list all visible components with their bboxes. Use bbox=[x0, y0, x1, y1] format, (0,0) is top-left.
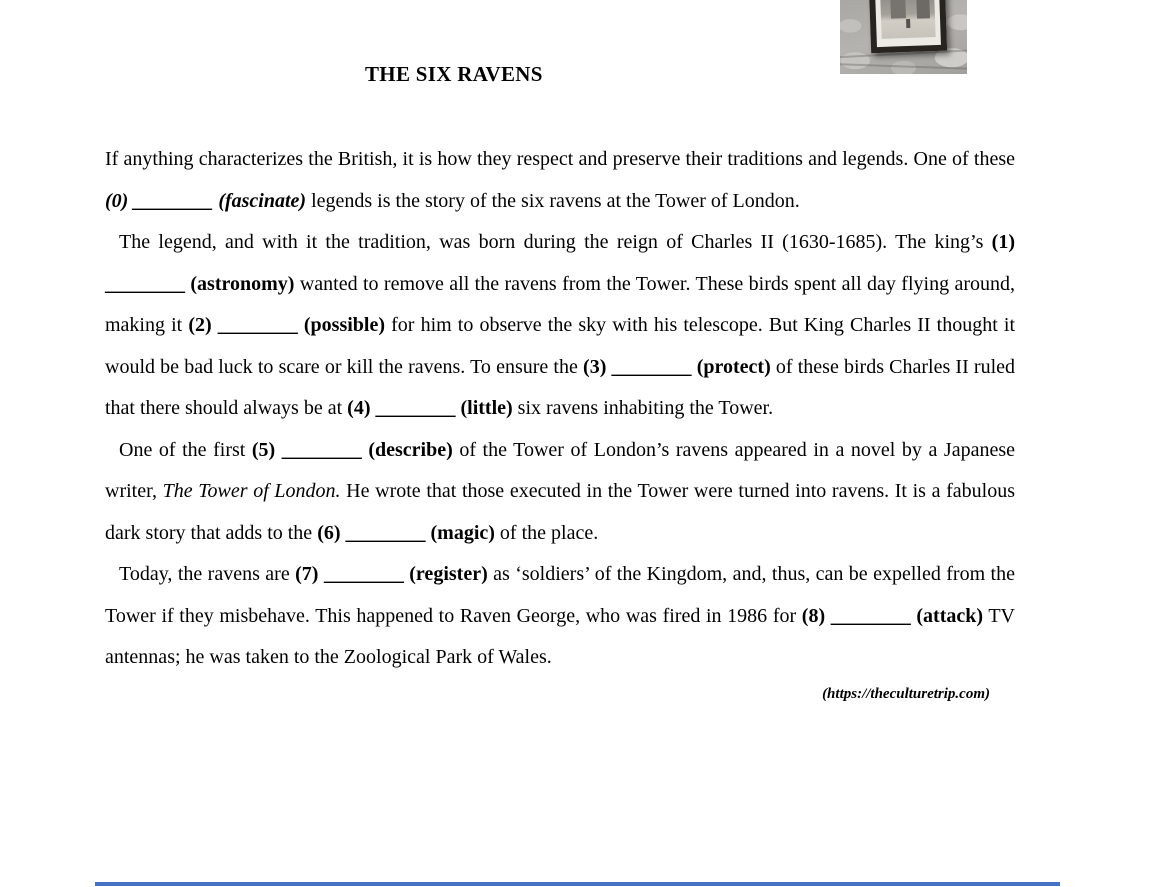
text-run: One of the first bbox=[119, 438, 252, 461]
text-run: TV antennas; he was taken to the Zoological Park of Wales. bbox=[105, 604, 1015, 668]
word-formation-gap: (2) ________ (possible) bbox=[188, 314, 386, 336]
word-formation-gap: (7) ________ (register) bbox=[295, 563, 488, 585]
paragraph bbox=[105, 430, 1015, 555]
artwork-figure-shape bbox=[906, 19, 910, 28]
text-run: legends is the story of the six ravens at the Tower of London. bbox=[306, 189, 800, 212]
document-title: THE SIX RAVENS bbox=[365, 62, 543, 86]
text-run: He wrote that those executed in the Tower were turned into ravens. It is a fabulous dark story that adds to the bbox=[105, 480, 1016, 544]
word-formation-gap: (6) ________ (magic) bbox=[317, 521, 495, 544]
text-run: six ravens inhabiting the Tower. bbox=[512, 397, 774, 419]
text-run: The legend, and with it the tradition, was born during the reign of Charles II (1630-1685). The king’s bbox=[119, 231, 992, 253]
word-formation-gap: (4) ________ (little) bbox=[347, 397, 513, 419]
word-formation-gap: (5) ________ (describe) bbox=[251, 438, 453, 461]
artwork-building-shape bbox=[890, 0, 906, 19]
exercise-text bbox=[105, 139, 1015, 709]
word-formation-gap: (3) ________ (protect) bbox=[583, 355, 771, 378]
paragraph-container bbox=[105, 139, 1015, 679]
text-run: Today, the ravens are bbox=[119, 563, 296, 585]
text-run: of the Tower of London’s ravens appeared in a novel by a Japanese writer, bbox=[105, 438, 1015, 502]
word-formation-gap: (0) ________ (fascinate) bbox=[105, 189, 307, 212]
picture-frame bbox=[869, 0, 947, 53]
paragraph bbox=[105, 139, 1015, 222]
text-run: If anything characterizes the British, it is how they respect and preserve their traditions and legends. One of these bbox=[105, 148, 1015, 170]
word-formation-gap: (8) ________ (attack) bbox=[801, 604, 984, 627]
text-run: of the place. bbox=[494, 521, 599, 544]
artwork-building-shape bbox=[916, 0, 930, 18]
text-run: for him to observe the sky with his telescope. But King Charles II thought it would be bad luck to scare or kill the ravens. To ensure the bbox=[105, 314, 1016, 378]
stone-wall-mortar-line bbox=[840, 63, 967, 71]
source-attribution: (https://theculturetrip.com) bbox=[822, 685, 990, 702]
text-run: as ‘soldiers’ of the Kingdom, and, thus, can be expelled from the Tower if they misbehave. This happened to Raven George, who was fired in 1986 for bbox=[105, 563, 1015, 627]
framed-picture-on-stone-wall-photo bbox=[840, 0, 967, 74]
paragraph bbox=[105, 554, 1015, 679]
page-bottom-border bbox=[95, 882, 1060, 886]
word-formation-gap: (1) ________ (astronomy) bbox=[105, 231, 1015, 295]
text-run: of these birds Charles II ruled that there should always be at bbox=[105, 355, 1015, 419]
text-run: wanted to remove all the ravens from the Tower. These birds spent all day flying around, making it bbox=[105, 272, 1015, 336]
paragraph bbox=[105, 222, 1015, 430]
framed-artwork bbox=[880, 0, 936, 39]
text-run: The Tower of London. bbox=[162, 480, 341, 502]
